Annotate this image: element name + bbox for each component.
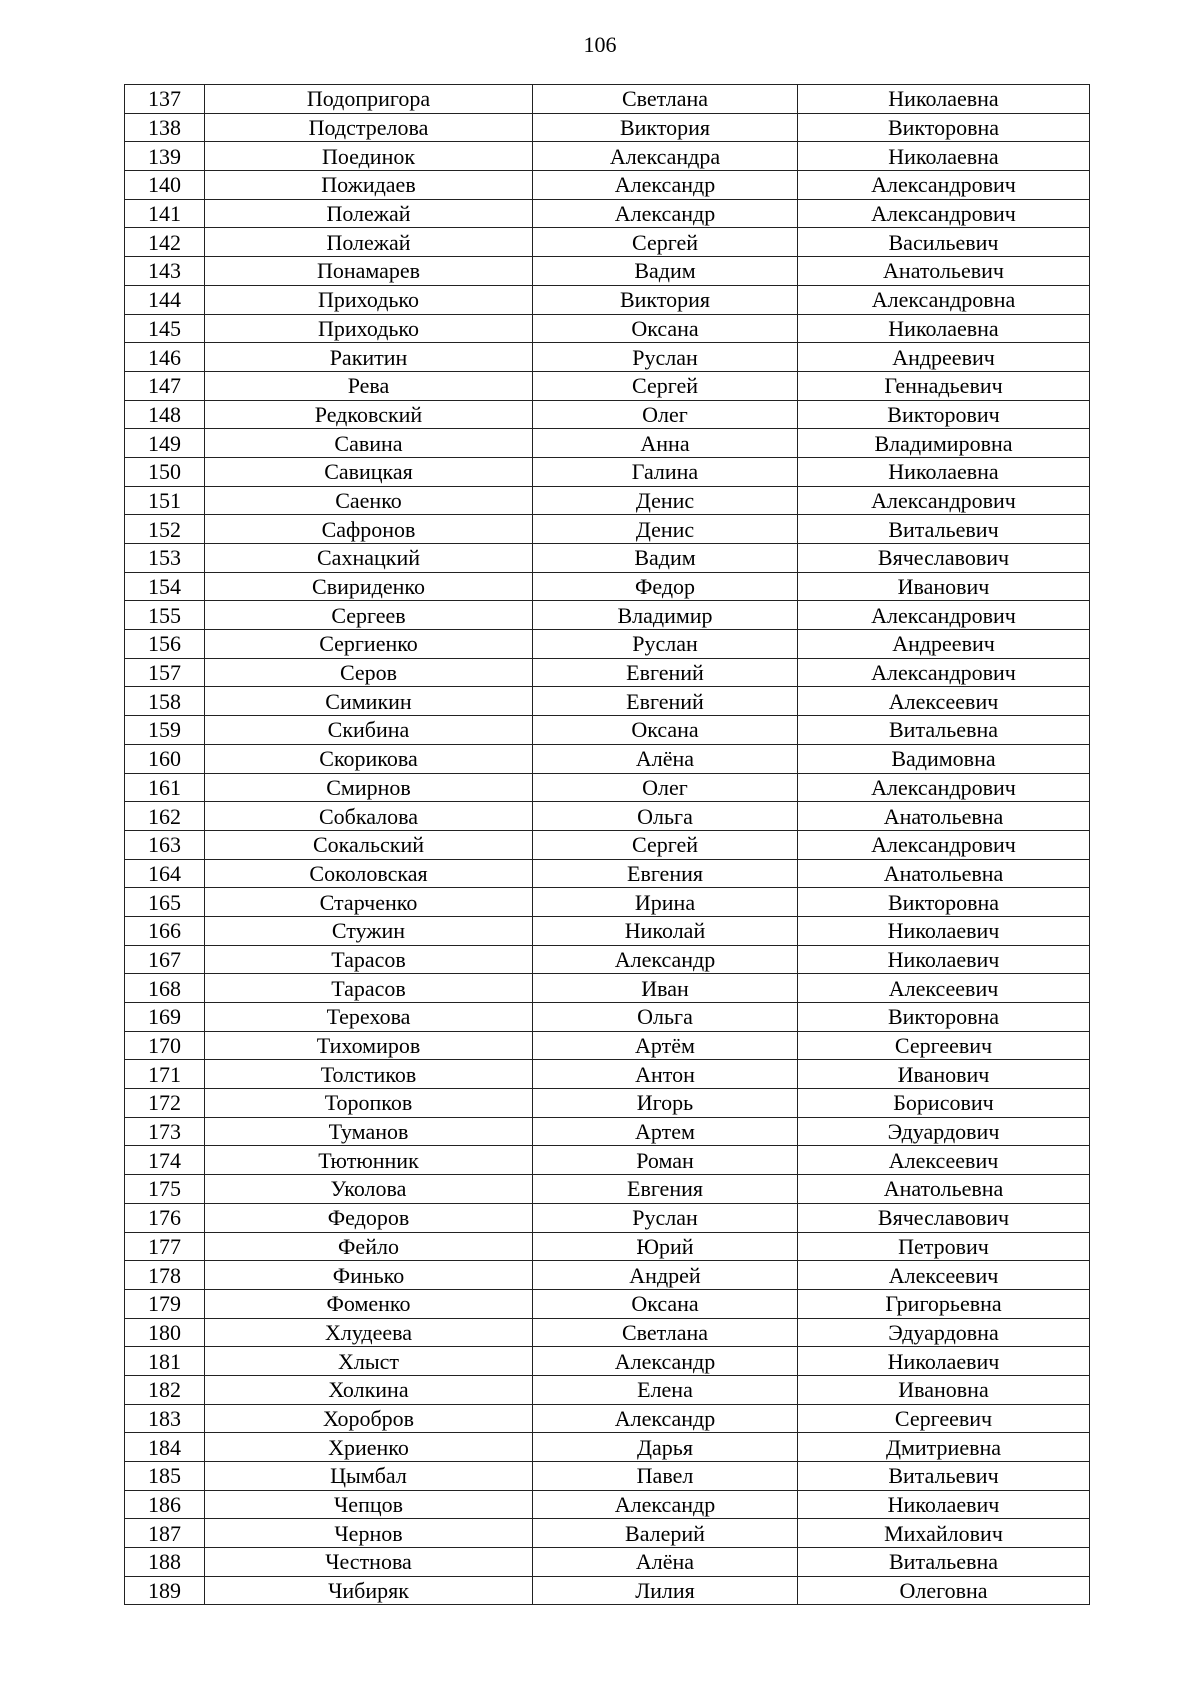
row-number-cell: 149 — [125, 429, 205, 458]
first-name-cell: Светлана — [533, 1318, 798, 1347]
patronymic-cell: Алексеевич — [798, 1261, 1090, 1290]
table-row — [125, 687, 1090, 716]
row-number-cell: 142 — [125, 228, 205, 257]
table-row — [125, 630, 1090, 659]
surname-cell: Скорикова — [205, 744, 533, 773]
patronymic-cell: Витальевна — [798, 1548, 1090, 1577]
first-name-cell: Виктория — [533, 113, 798, 142]
patronymic-cell: Борисович — [798, 1089, 1090, 1118]
surname-cell: Фейло — [205, 1232, 533, 1261]
surname-cell: Торопков — [205, 1089, 533, 1118]
row-number-cell: 171 — [125, 1060, 205, 1089]
table-row — [125, 916, 1090, 945]
row-number-cell: 173 — [125, 1117, 205, 1146]
first-name-cell: Денис — [533, 486, 798, 515]
patronymic-cell: Витальевич — [798, 1462, 1090, 1491]
surname-cell: Сафронов — [205, 515, 533, 544]
patronymic-cell: Вадимовна — [798, 744, 1090, 773]
row-number-cell: 187 — [125, 1519, 205, 1548]
row-number-cell: 189 — [125, 1576, 205, 1605]
first-name-cell: Евгения — [533, 859, 798, 888]
first-name-cell: Галина — [533, 457, 798, 486]
surname-cell: Тарасов — [205, 945, 533, 974]
table-row — [125, 744, 1090, 773]
first-name-cell: Олег — [533, 400, 798, 429]
row-number-cell: 155 — [125, 601, 205, 630]
row-number-cell: 178 — [125, 1261, 205, 1290]
first-name-cell: Денис — [533, 515, 798, 544]
table-row — [125, 85, 1090, 114]
patronymic-cell: Вячеславович — [798, 1203, 1090, 1232]
patronymic-cell: Иванович — [798, 1060, 1090, 1089]
first-name-cell: Вадим — [533, 544, 798, 573]
surname-cell: Туманов — [205, 1117, 533, 1146]
table-row — [125, 199, 1090, 228]
table-row — [125, 830, 1090, 859]
row-number-cell: 163 — [125, 830, 205, 859]
row-number-cell: 164 — [125, 859, 205, 888]
patronymic-cell: Иванович — [798, 572, 1090, 601]
patronymic-cell: Викторович — [798, 400, 1090, 429]
table-row — [125, 974, 1090, 1003]
row-number-cell: 185 — [125, 1462, 205, 1491]
patronymic-cell: Анатольевна — [798, 1175, 1090, 1204]
row-number-cell: 165 — [125, 888, 205, 917]
surname-cell: Скибина — [205, 716, 533, 745]
surname-cell: Сергеев — [205, 601, 533, 630]
table-row — [125, 1089, 1090, 1118]
first-name-cell: Александр — [533, 1404, 798, 1433]
surname-cell: Серов — [205, 658, 533, 687]
table-row — [125, 1146, 1090, 1175]
row-number-cell: 148 — [125, 400, 205, 429]
first-name-cell: Артём — [533, 1031, 798, 1060]
row-number-cell: 140 — [125, 171, 205, 200]
row-number-cell: 180 — [125, 1318, 205, 1347]
row-number-cell: 162 — [125, 802, 205, 831]
row-number-cell: 157 — [125, 658, 205, 687]
patronymic-cell: Васильевич — [798, 228, 1090, 257]
row-number-cell: 182 — [125, 1375, 205, 1404]
patronymic-cell: Александрович — [798, 601, 1090, 630]
first-name-cell: Николай — [533, 916, 798, 945]
first-name-cell: Владимир — [533, 601, 798, 630]
roster-table — [124, 84, 1090, 1605]
table-row — [125, 171, 1090, 200]
row-number-cell: 151 — [125, 486, 205, 515]
patronymic-cell: Витальевна — [798, 716, 1090, 745]
table-row — [125, 1060, 1090, 1089]
surname-cell: Хлудеева — [205, 1318, 533, 1347]
first-name-cell: Сергей — [533, 228, 798, 257]
patronymic-cell: Александрович — [798, 171, 1090, 200]
patronymic-cell: Вячеславович — [798, 544, 1090, 573]
surname-cell: Поединок — [205, 142, 533, 171]
table-row — [125, 1175, 1090, 1204]
surname-cell: Свириденко — [205, 572, 533, 601]
row-number-cell: 144 — [125, 285, 205, 314]
first-name-cell: Ольга — [533, 1003, 798, 1032]
table-row — [125, 371, 1090, 400]
first-name-cell: Евгений — [533, 658, 798, 687]
surname-cell: Подопригора — [205, 85, 533, 114]
patronymic-cell: Григорьевна — [798, 1289, 1090, 1318]
surname-cell: Чернов — [205, 1519, 533, 1548]
first-name-cell: Оксана — [533, 314, 798, 343]
first-name-cell: Светлана — [533, 85, 798, 114]
surname-cell: Приходько — [205, 285, 533, 314]
row-number-cell: 186 — [125, 1490, 205, 1519]
row-number-cell: 143 — [125, 257, 205, 286]
row-number-cell: 147 — [125, 371, 205, 400]
first-name-cell: Евгений — [533, 687, 798, 716]
patronymic-cell: Николаевна — [798, 142, 1090, 171]
table-row — [125, 457, 1090, 486]
patronymic-cell: Александровна — [798, 285, 1090, 314]
surname-cell: Сергиенко — [205, 630, 533, 659]
patronymic-cell: Анатольевна — [798, 802, 1090, 831]
first-name-cell: Анна — [533, 429, 798, 458]
surname-cell: Честнова — [205, 1548, 533, 1577]
patronymic-cell: Викторовна — [798, 888, 1090, 917]
first-name-cell: Артем — [533, 1117, 798, 1146]
first-name-cell: Александр — [533, 1347, 798, 1376]
table-row — [125, 1462, 1090, 1491]
patronymic-cell: Николаевич — [798, 945, 1090, 974]
surname-cell: Чепцов — [205, 1490, 533, 1519]
table-row — [125, 1519, 1090, 1548]
first-name-cell: Юрий — [533, 1232, 798, 1261]
surname-cell: Понамарев — [205, 257, 533, 286]
first-name-cell: Валерий — [533, 1519, 798, 1548]
patronymic-cell: Викторовна — [798, 113, 1090, 142]
patronymic-cell: Александрович — [798, 486, 1090, 515]
patronymic-cell: Алексеевич — [798, 974, 1090, 1003]
patronymic-cell: Александрович — [798, 830, 1090, 859]
table-row — [125, 1404, 1090, 1433]
surname-cell: Холкина — [205, 1375, 533, 1404]
row-number-cell: 156 — [125, 630, 205, 659]
table-row — [125, 716, 1090, 745]
table-row — [125, 429, 1090, 458]
surname-cell: Хоробров — [205, 1404, 533, 1433]
first-name-cell: Павел — [533, 1462, 798, 1491]
row-number-cell: 160 — [125, 744, 205, 773]
surname-cell: Федоров — [205, 1203, 533, 1232]
table-row — [125, 601, 1090, 630]
first-name-cell: Алёна — [533, 1548, 798, 1577]
patronymic-cell: Николаевна — [798, 314, 1090, 343]
table-row — [125, 486, 1090, 515]
row-number-cell: 170 — [125, 1031, 205, 1060]
first-name-cell: Лилия — [533, 1576, 798, 1605]
row-number-cell: 161 — [125, 773, 205, 802]
patronymic-cell: Викторовна — [798, 1003, 1090, 1032]
first-name-cell: Сергей — [533, 371, 798, 400]
surname-cell: Пожидаев — [205, 171, 533, 200]
row-number-cell: 150 — [125, 457, 205, 486]
first-name-cell: Федор — [533, 572, 798, 601]
table-row — [125, 142, 1090, 171]
row-number-cell: 146 — [125, 343, 205, 372]
first-name-cell: Александр — [533, 1490, 798, 1519]
table-row — [125, 400, 1090, 429]
first-name-cell: Сергей — [533, 830, 798, 859]
first-name-cell: Вадим — [533, 257, 798, 286]
surname-cell: Полежай — [205, 228, 533, 257]
table-row — [125, 1433, 1090, 1462]
table-row — [125, 314, 1090, 343]
surname-cell: Толстиков — [205, 1060, 533, 1089]
patronymic-cell: Алексеевич — [798, 687, 1090, 716]
surname-cell: Редковский — [205, 400, 533, 429]
first-name-cell: Евгения — [533, 1175, 798, 1204]
first-name-cell: Оксана — [533, 716, 798, 745]
table-row — [125, 1117, 1090, 1146]
patronymic-cell: Николаевна — [798, 85, 1090, 114]
table-row — [125, 544, 1090, 573]
table-row — [125, 572, 1090, 601]
first-name-cell: Ирина — [533, 888, 798, 917]
first-name-cell: Андрей — [533, 1261, 798, 1290]
table-row — [125, 285, 1090, 314]
row-number-cell: 159 — [125, 716, 205, 745]
table-row — [125, 859, 1090, 888]
first-name-cell: Руслан — [533, 630, 798, 659]
first-name-cell: Роман — [533, 1146, 798, 1175]
first-name-cell: Виктория — [533, 285, 798, 314]
first-name-cell: Оксана — [533, 1289, 798, 1318]
patronymic-cell: Андреевич — [798, 343, 1090, 372]
first-name-cell: Олег — [533, 773, 798, 802]
patronymic-cell: Николаевич — [798, 916, 1090, 945]
patronymic-cell: Владимировна — [798, 429, 1090, 458]
patronymic-cell: Александрович — [798, 658, 1090, 687]
table-row — [125, 515, 1090, 544]
surname-cell: Чибиряк — [205, 1576, 533, 1605]
patronymic-cell: Петрович — [798, 1232, 1090, 1261]
table-row — [125, 1031, 1090, 1060]
surname-cell: Саенко — [205, 486, 533, 515]
row-number-cell: 175 — [125, 1175, 205, 1204]
row-number-cell: 176 — [125, 1203, 205, 1232]
surname-cell: Фоменко — [205, 1289, 533, 1318]
row-number-cell: 138 — [125, 113, 205, 142]
row-number-cell: 168 — [125, 974, 205, 1003]
table-row — [125, 1490, 1090, 1519]
patronymic-cell: Николаевич — [798, 1490, 1090, 1519]
row-number-cell: 145 — [125, 314, 205, 343]
table-row — [125, 1318, 1090, 1347]
table-row — [125, 1232, 1090, 1261]
surname-cell: Стужин — [205, 916, 533, 945]
table-row — [125, 1347, 1090, 1376]
row-number-cell: 137 — [125, 85, 205, 114]
patronymic-cell: Геннадьевич — [798, 371, 1090, 400]
table-row — [125, 113, 1090, 142]
row-number-cell: 183 — [125, 1404, 205, 1433]
patronymic-cell: Эдуардович — [798, 1117, 1090, 1146]
surname-cell: Финько — [205, 1261, 533, 1290]
first-name-cell: Ольга — [533, 802, 798, 831]
first-name-cell: Александр — [533, 199, 798, 228]
table-row — [125, 773, 1090, 802]
table-row — [125, 1576, 1090, 1605]
row-number-cell: 179 — [125, 1289, 205, 1318]
first-name-cell: Руслан — [533, 343, 798, 372]
surname-cell: Терехова — [205, 1003, 533, 1032]
surname-cell: Смирнов — [205, 773, 533, 802]
surname-cell: Ракитин — [205, 343, 533, 372]
table-row — [125, 1375, 1090, 1404]
table-row — [125, 343, 1090, 372]
patronymic-cell: Андреевич — [798, 630, 1090, 659]
row-number-cell: 141 — [125, 199, 205, 228]
row-number-cell: 139 — [125, 142, 205, 171]
patronymic-cell: Витальевич — [798, 515, 1090, 544]
patronymic-cell: Анатольевна — [798, 859, 1090, 888]
row-number-cell: 169 — [125, 1003, 205, 1032]
row-number-cell: 166 — [125, 916, 205, 945]
first-name-cell: Антон — [533, 1060, 798, 1089]
table-row — [125, 658, 1090, 687]
first-name-cell: Иван — [533, 974, 798, 1003]
surname-cell: Старченко — [205, 888, 533, 917]
surname-cell: Симикин — [205, 687, 533, 716]
patronymic-cell: Сергеевич — [798, 1031, 1090, 1060]
row-number-cell: 153 — [125, 544, 205, 573]
surname-cell: Подстрелова — [205, 113, 533, 142]
patronymic-cell: Николаевич — [798, 1347, 1090, 1376]
first-name-cell: Александра — [533, 142, 798, 171]
row-number-cell: 177 — [125, 1232, 205, 1261]
surname-cell: Уколова — [205, 1175, 533, 1204]
table-row — [125, 802, 1090, 831]
table-row — [125, 1548, 1090, 1577]
surname-cell: Савина — [205, 429, 533, 458]
table-row — [125, 257, 1090, 286]
first-name-cell: Руслан — [533, 1203, 798, 1232]
first-name-cell: Елена — [533, 1375, 798, 1404]
surname-cell: Полежай — [205, 199, 533, 228]
row-number-cell: 188 — [125, 1548, 205, 1577]
surname-cell: Соколовская — [205, 859, 533, 888]
surname-cell: Собкалова — [205, 802, 533, 831]
first-name-cell: Дарья — [533, 1433, 798, 1462]
patronymic-cell: Олеговна — [798, 1576, 1090, 1605]
patronymic-cell: Анатольевич — [798, 257, 1090, 286]
surname-cell: Цымбал — [205, 1462, 533, 1491]
surname-cell: Сахнацкий — [205, 544, 533, 573]
patronymic-cell: Алексеевич — [798, 1146, 1090, 1175]
first-name-cell: Александр — [533, 171, 798, 200]
table-row — [125, 1261, 1090, 1290]
table-row — [125, 1003, 1090, 1032]
surname-cell: Сокальский — [205, 830, 533, 859]
row-number-cell: 184 — [125, 1433, 205, 1462]
patronymic-cell: Дмитриевна — [798, 1433, 1090, 1462]
patronymic-cell: Александрович — [798, 199, 1090, 228]
table-row — [125, 228, 1090, 257]
surname-cell: Тарасов — [205, 974, 533, 1003]
surname-cell: Приходько — [205, 314, 533, 343]
row-number-cell: 172 — [125, 1089, 205, 1118]
surname-cell: Хриенко — [205, 1433, 533, 1462]
surname-cell: Хлыст — [205, 1347, 533, 1376]
patronymic-cell: Эдуардовна — [798, 1318, 1090, 1347]
first-name-cell: Алёна — [533, 744, 798, 773]
row-number-cell: 167 — [125, 945, 205, 974]
page-number: 106 — [583, 32, 617, 57]
table-row — [125, 1203, 1090, 1232]
table-row — [125, 888, 1090, 917]
table-row — [125, 945, 1090, 974]
surname-cell: Рева — [205, 371, 533, 400]
surname-cell: Тихомиров — [205, 1031, 533, 1060]
row-number-cell: 181 — [125, 1347, 205, 1376]
row-number-cell: 154 — [125, 572, 205, 601]
table-row — [125, 1289, 1090, 1318]
surname-cell: Тютюнник — [205, 1146, 533, 1175]
patronymic-cell: Сергеевич — [798, 1404, 1090, 1433]
roster-table-body — [125, 85, 1090, 1605]
first-name-cell: Игорь — [533, 1089, 798, 1118]
patronymic-cell: Ивановна — [798, 1375, 1090, 1404]
first-name-cell: Александр — [533, 945, 798, 974]
patronymic-cell: Александрович — [798, 773, 1090, 802]
row-number-cell: 174 — [125, 1146, 205, 1175]
patronymic-cell: Михайлович — [798, 1519, 1090, 1548]
surname-cell: Савицкая — [205, 457, 533, 486]
patronymic-cell: Николаевна — [798, 457, 1090, 486]
row-number-cell: 152 — [125, 515, 205, 544]
row-number-cell: 158 — [125, 687, 205, 716]
